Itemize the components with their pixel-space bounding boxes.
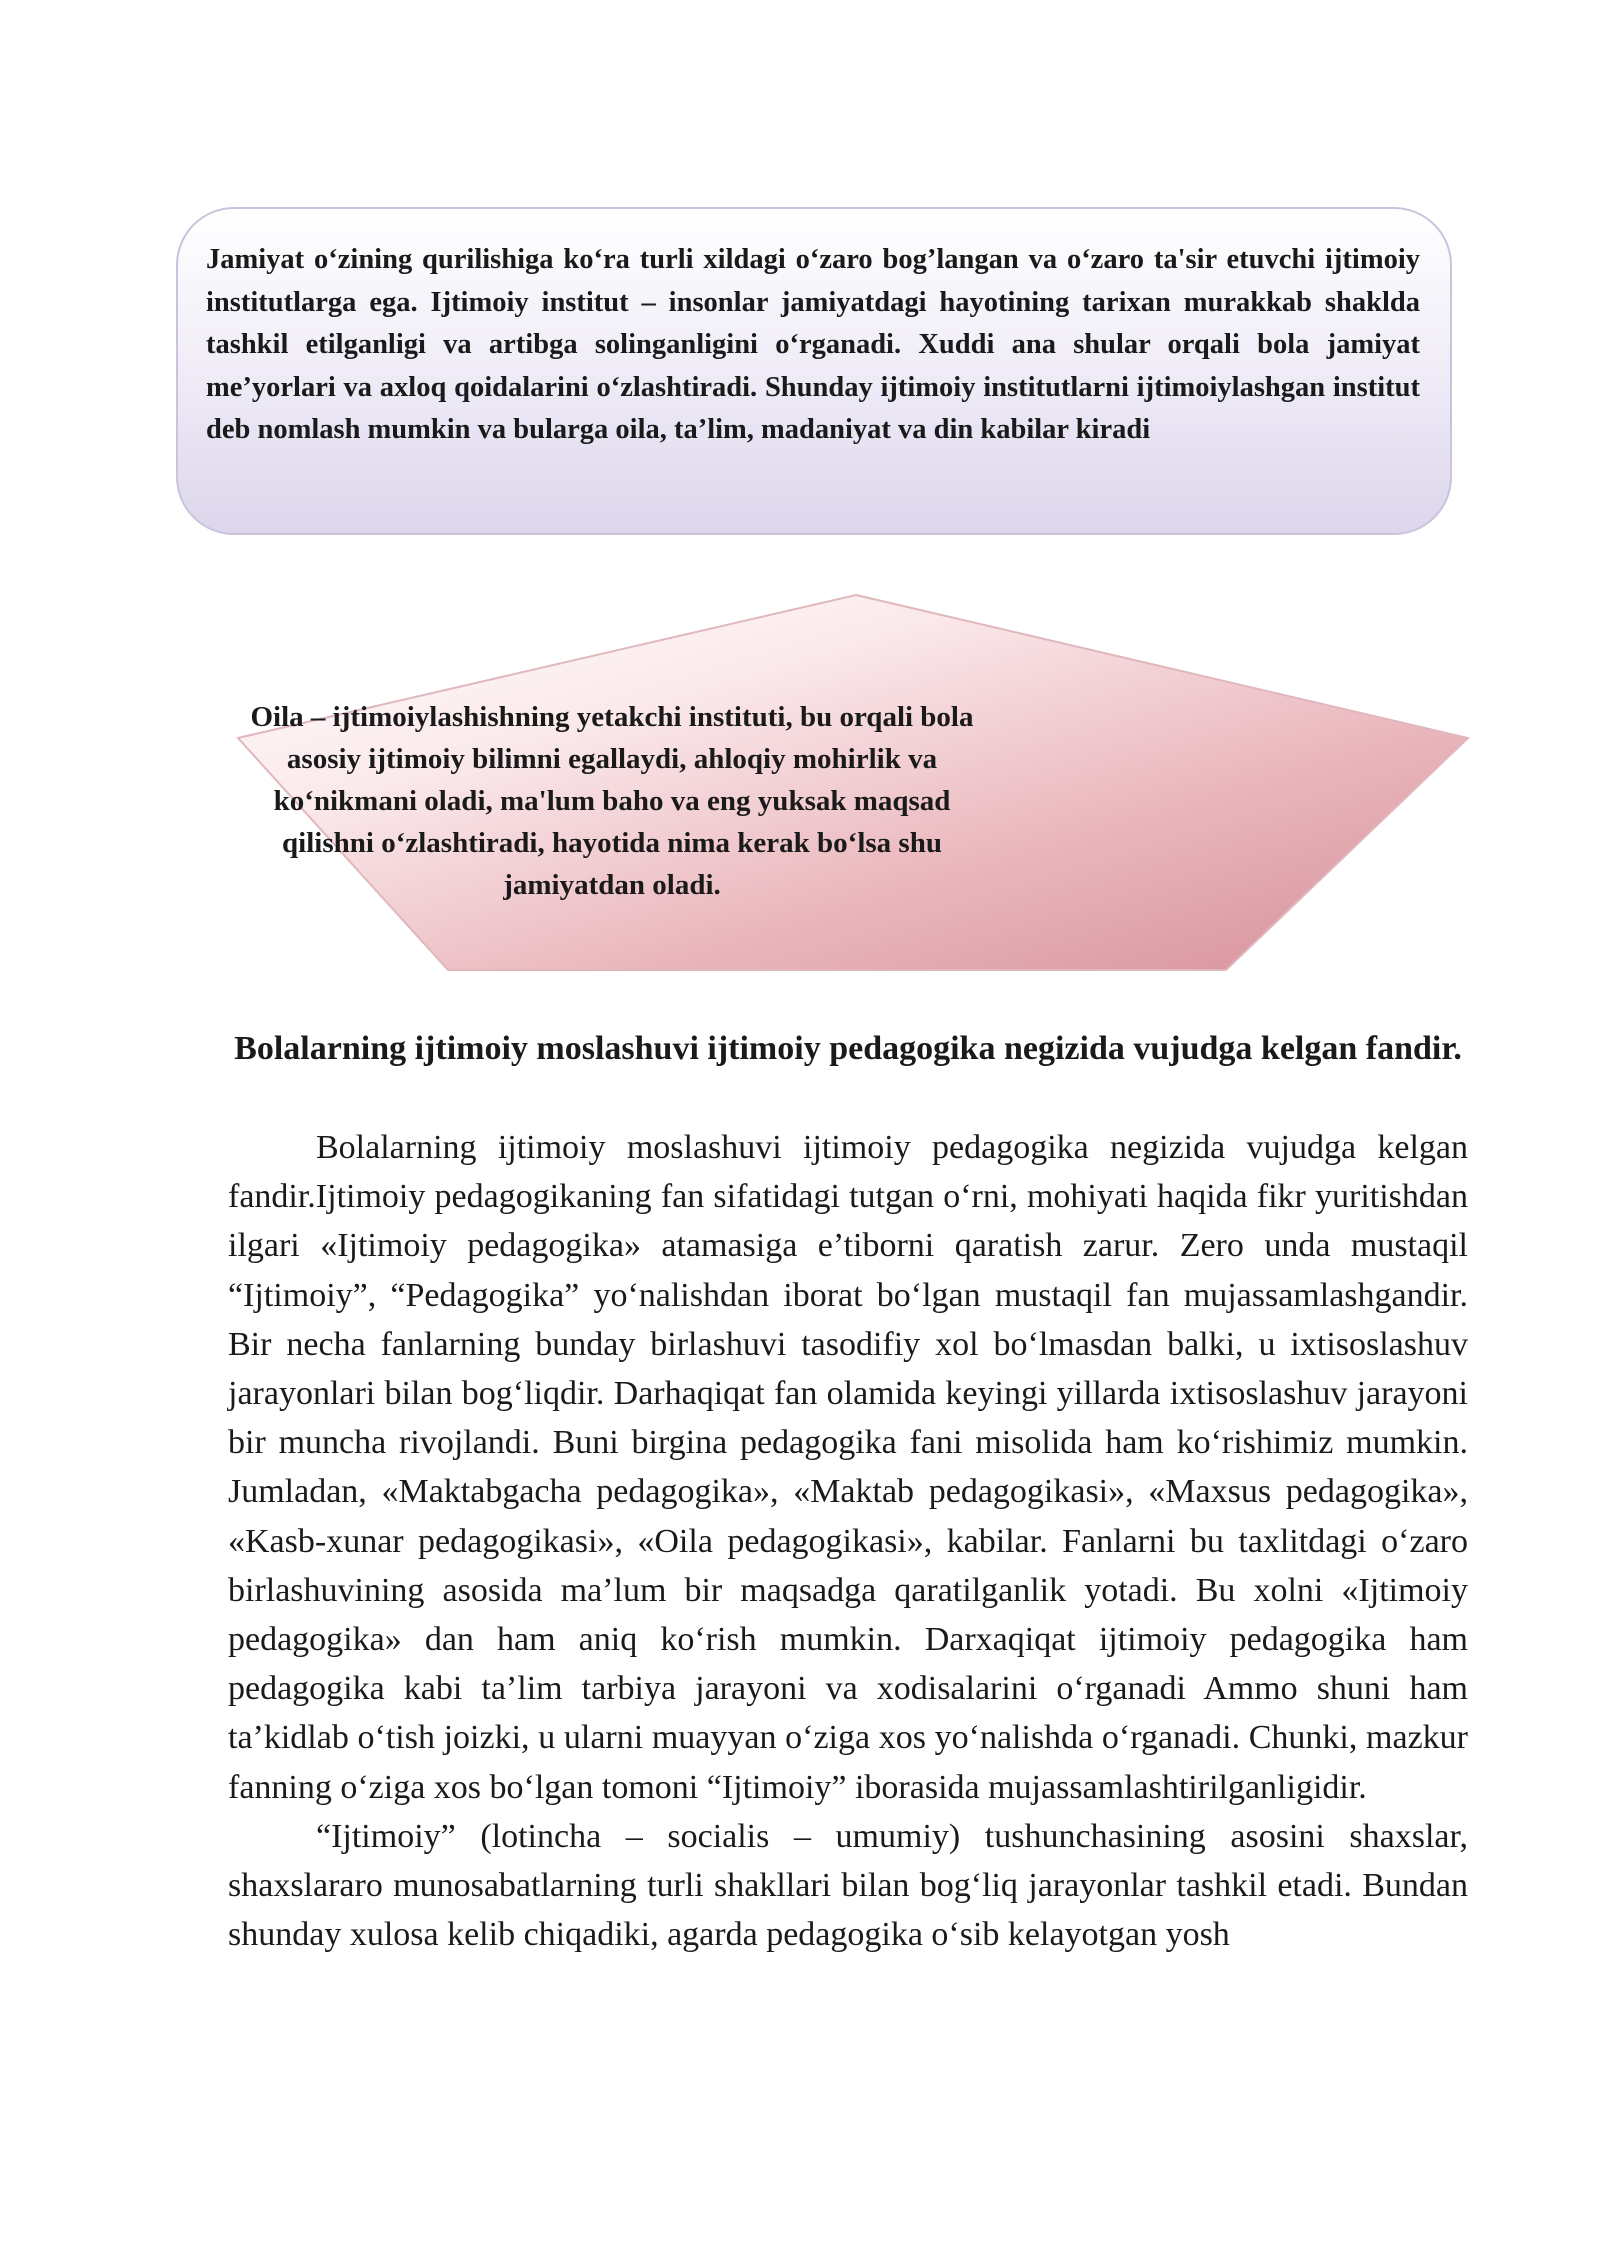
institutions-callout-box <box>176 207 1452 535</box>
paragraph-2: “Ijtimoiy” (lotincha – socialis – umumiy) tushunchasining asosini shaxslar, shaxslararo munosabatlarning turli shakllari bilan bog‘liq jarayonlar tashkil etadi. Bundan shunday xulosa kelib chiqadiki, agarda pedagogika o‘sib kelayotgan yosh <box>228 1817 1468 1954</box>
section-heading: Bolalarning ijtimoiy moslashuvi ijtimoiy pedagogika negizida vujudga kelgan fandir. <box>234 1030 1462 1067</box>
paragraph-1: Bolalarning ijtimoiy moslashuvi ijtimoiy pedagogika negizida vujudga kelgan fandir.Ijtimoiy pedagogikaning fan sifatidagi tutgan o‘rni, mohiyati haqida fikr yuritishdan ilgari «Ijtimoiy pedagogika» atamasiga e’tiborni qaratish zarur. Zero unda mustaqil “Ijtimoiy”, “Pedagogika” yo‘nalishdan iborat bo‘lgan mustaqil fan mujassamlashgandir. Bir necha fanlarning bunday birlashuvi tasodifiy xol bo‘lmasdan balki, u ixtisoslashuv jarayonlari bilan bog‘liqdir. Darhaqiqat fan olamida keyingi yillarda ixtisoslashuv jarayoni bir muncha rivojlandi. Buni birgina pedagogika fani misolida ham ko‘rishimiz mumkin. Jumladan, «Maktabgacha pedagogika», «Maktab pedagogikasi», «Maxsus pedagogika», «Kasb-xunar pedagogikasi», «Oila pedagogikasi», kabilar. Fanlarni bu taxlitdagi o‘zaro birlashuvining asosida ma’lum bir maqsadga qaratilganlik yotadi. Bu xolni «Ijtimoiy pedagogika» dan ham aniq ko‘rish mumkin. Darxaqiqat ijtimoiy pedagogika ham pedagogika kabi ta’lim tarbiya jarayoni va xodisalarini o‘rganadi Ammo shuni ham ta’kidlab o‘tish joizki, u ularni muayyan o‘ziga xos yo‘nalishda o‘rganadi. Chunki, mazkur fanning o‘ziga xos bo‘lgan tomoni “Ijtimoiy” iborasida mujassamlashtirilganligidir. <box>228 1129 1468 1806</box>
institutions-callout-text: Jamiyat oʻzining qurilishiga koʻra turli xildagi oʻzaro bog’langan va oʻzaro ta'sir etuvchi ijtimoiy institutlarga ega. Ijtimoiy institut – insonlar jamiyatdagi hayotining tarixan murakkab shaklda tashkil etilganligi va artibga solinganligini oʻrganadi. Xuddi ana shular orqali bola jamiyat me’yorlari va axloq qoidalarini oʻzlashtiradi. Shunday ijtimoiy institutlarni ijtimoiylashgan institut deb nomlash mumkin va bularga oila, ta’lim, madaniyat va din kabilar kiradi <box>206 244 1420 445</box>
family-institution-text: Oila – ijtimoiylashishning yetakchi instituti, bu orqali bola asosiy ijtimoiy bilimni egallaydi, ahloqiy mohirlik va koʻnikmani oladi, ma'lum baho va eng yuksak maqsad qilishni oʻzlashtiradi, hayotida nima kerak boʻlsa shu jamiyatdan oladi. <box>250 701 974 901</box>
body-text <box>228 1123 1468 1959</box>
